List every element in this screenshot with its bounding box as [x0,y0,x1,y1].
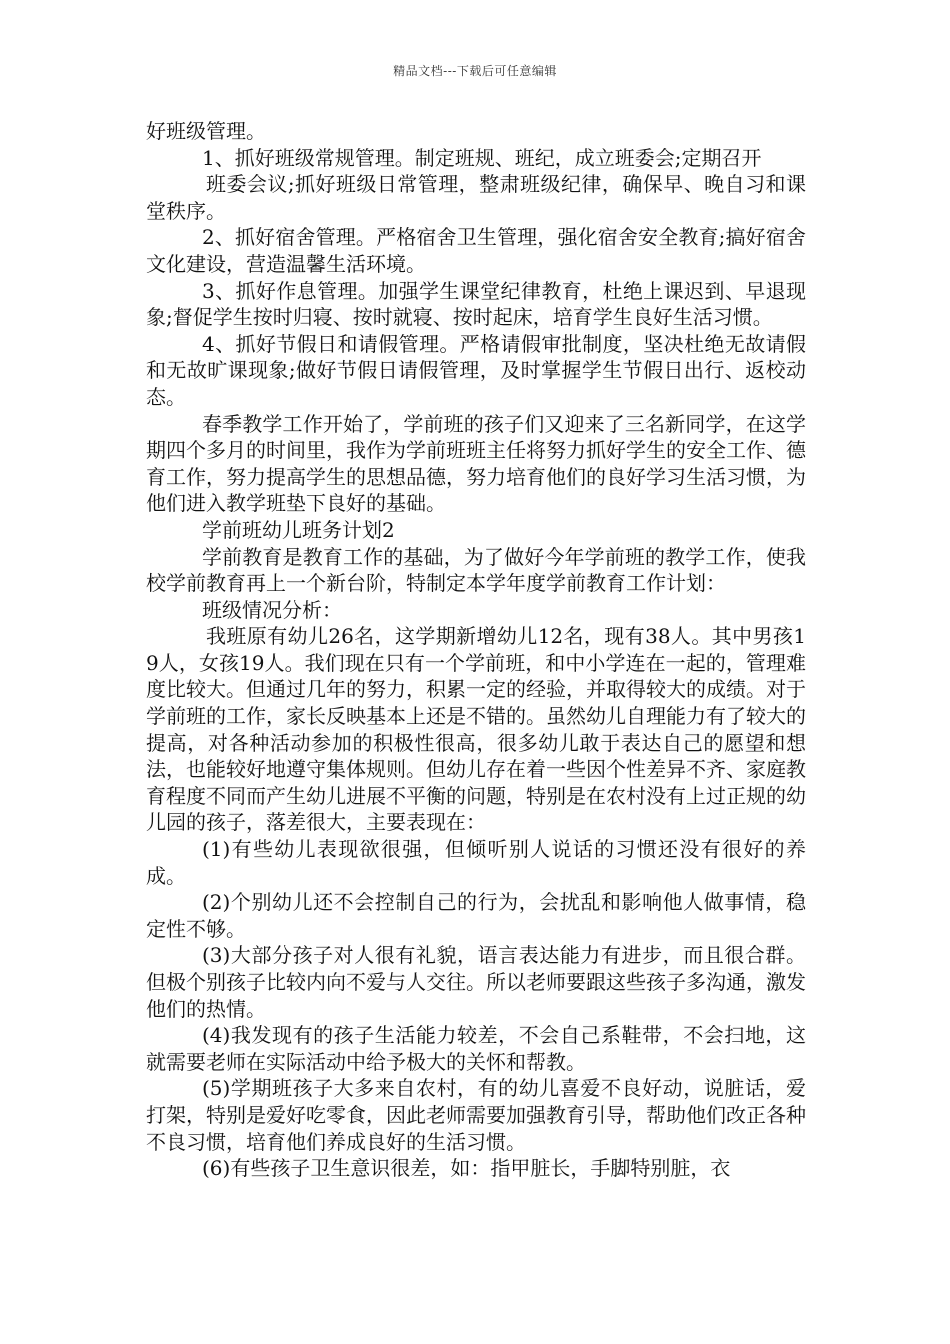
paragraph: (5)学期班孩子大多来自农村，有的幼儿喜爱不良好动，说脏话，爱打架，特别是爱好吃零食，因此老师需要加强教育引导，帮助他们改正各种不良习惯，培育他们养成良好的生活习惯。 [146,1076,806,1154]
paragraph: 2、抓好宿舍管理。严格宿舍卫生管理，强化宿舍安全教育;搞好宿舍文化建设，营造温馨生活环境。 [146,225,806,276]
paragraph: (3)大部分孩子对人很有礼貌，语言表达能力有进步，而且很合群。但极个别孩子比较内向不爱与人交往。所以老师要跟这些孩子多沟通，激发他们的热情。 [146,943,806,1021]
paragraph: 我班原有幼儿26名，这学期新增幼儿12名，现有38人。其中男孩19人，女孩19人。我们现在只有一个学前班，和中小学连在一起的，管理难度比较大。但通过几年的努力，积累一定的经验，并取得较大的成绩。对于学前班的工作，家长反映基本上还是不错的。虽然幼儿自理能力有了较大的提高，对各种活动参加的积极性很高，很多幼儿敢于表达自己的愿望和想法，也能较好地遵守集体规则。但幼儿存在着一些因个性差异不齐、家庭教育程度不同而产生幼儿进展不平衡的问题，特别是在农村没有上过正规的幼儿园的孩子，落差很大，主要表现在： [146,624,806,835]
paragraph: (1)有些幼儿表现欲很强，但倾听别人说话的习惯还没有很好的养成。 [146,837,806,888]
paragraph: 班委会议;抓好班级日常管理，整肃班级纪律，确保早、晚自习和课堂秩序。 [146,172,806,223]
document-body [146,118,806,1182]
paragraph: 学前教育是教育工作的基础，为了做好今年学前班的教学工作，使我校学前教育再上一个新台阶，特制定本学年度学前教育工作计划： [146,544,806,596]
paragraph: (2)个别幼儿还不会控制自己的行为，会扰乱和影响他人做事情，稳定性不够。 [146,890,806,941]
paragraph: 1、抓好班级常规管理。制定班规、班纪，成立班委会;定期召开 [202,145,762,170]
paragraph: 4、抓好节假日和请假管理。严格请假审批制度，坚决杜绝无故请假和无故旷课现象;做好节假日请假管理，及时掌握学生节假日出行、返校动态。 [146,331,806,409]
paragraph: 春季教学工作开始了，学前班的孩子们又迎来了三名新同学，在这学期四个多月的时间里，我作为学前班班主任将努力抓好学生的安全工作、德育工作，努力提高学生的思想品德，努力培育他们的良好学习生活习惯，为他们进入教学班垫下良好的基础。 [146,411,806,516]
paragraph: 3、抓好作息管理。加强学生课堂纪律教育，杜绝上课迟到、早退现象;督促学生按时归寝、按时就寝、按时起床，培育学生良好生活习惯。 [146,278,806,330]
paragraph: 好班级管理。 [146,119,266,143]
paragraph: (6)有些孩子卫生意识很差，如：指甲脏长，手脚特别脏，衣 [202,1156,731,1181]
paragraph: 学前班幼儿班务计划2 [202,517,395,542]
paragraph: 班级情况分析： [202,597,342,622]
page-header: 精品文档---下载后可任意编辑 [393,64,557,78]
paragraph: (4)我发现有的孩子生活能力较差，不会自己系鞋带，不会扫地，这就需要老师在实际活动中给予极大的关怀和帮教。 [146,1023,806,1074]
